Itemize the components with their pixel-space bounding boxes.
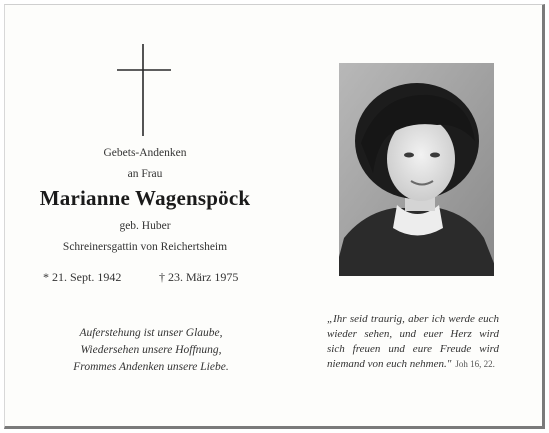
portrait-photo [339,63,494,276]
maiden-name: geb. Huber [119,220,171,232]
verse-line: Frommes Andenken unsere Liebe. [73,361,229,373]
cross-icon [117,44,173,136]
quote-line: sich freuen und eure Freude wird [327,343,499,355]
quote-line-final [327,358,499,370]
memorial-card [4,4,545,429]
verse-line: Wiedersehen unsere Hoffnung, [80,344,222,356]
birth-date: * 21. Sept. 1942 [43,270,122,284]
card-heading: Gebets-Andenken [103,147,187,159]
quote-line: niemand von euch nehmen." [327,358,452,370]
verse-line: Auferstehung ist unser Glaube, [79,327,223,339]
bible-reference: Joh 16, 22. [455,359,495,369]
deceased-name: Marianne Wagenspöck [39,186,251,210]
quote-line: „Ihr seid traurig, aber ich werde euch [327,313,499,325]
portrait-image [339,63,494,276]
card-heading-salutation: an Frau [127,168,163,180]
occupation: Schreinersgattin von Reichertsheim [62,241,228,253]
death-date: † 23. März 1975 [159,270,239,284]
quote-line: wieder sehen, und euer Herz wird [327,328,499,340]
